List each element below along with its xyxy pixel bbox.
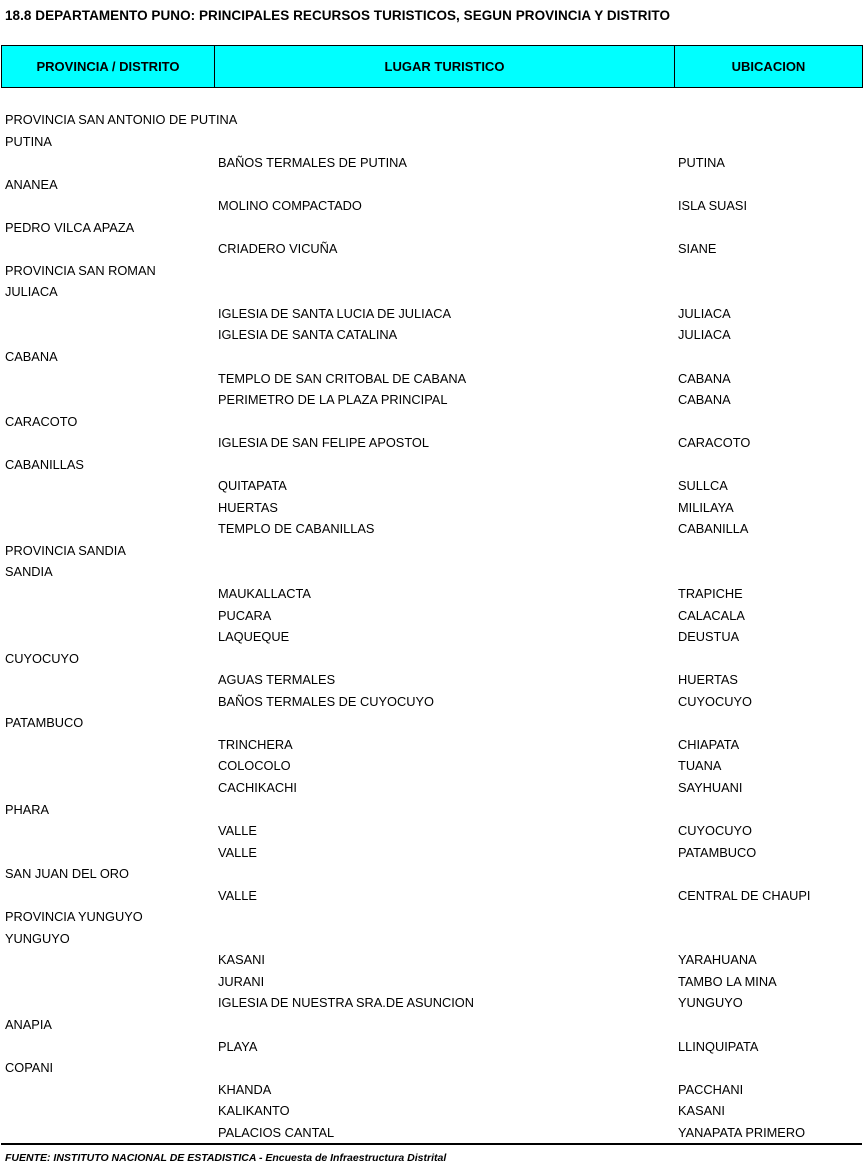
cell-provincia-distrito: PROVINCIA SAN ROMAN [5, 262, 156, 278]
cell-lugar-turistico: TEMPLO DE CABANILLAS [218, 521, 375, 537]
cell-lugar-turistico: JURANI [218, 973, 265, 989]
cell-ubicacion: YUNGUYO [678, 995, 743, 1011]
cell-ubicacion: CUYOCUYO [678, 823, 752, 839]
table-row [0, 906, 865, 928]
table-row [0, 475, 865, 497]
cell-provincia-distrito: PATAMBUCO [5, 715, 84, 731]
table-row [0, 411, 865, 433]
table-row [0, 949, 865, 971]
table-row [0, 540, 865, 562]
cell-provincia-distrito: CUYOCUYO [5, 650, 79, 666]
table-row [0, 928, 865, 950]
cell-lugar-turistico: KALIKANTO [218, 1103, 290, 1119]
cell-provincia-distrito: CABANILLAS [5, 456, 84, 472]
table-row [0, 195, 865, 217]
cell-ubicacion: CARACOTO [678, 435, 751, 451]
cell-ubicacion: SULLCA [678, 478, 728, 494]
table-row [0, 648, 865, 670]
table-row [0, 669, 865, 691]
table-row [0, 842, 865, 864]
cell-lugar-turistico: PALACIOS CANTAL [218, 1124, 335, 1140]
cell-lugar-turistico: CRIADERO VICUÑA [218, 241, 338, 257]
cell-ubicacion: HUERTAS [678, 672, 738, 688]
cell-provincia-distrito: PROVINCIA SAN ANTONIO DE PUTINA [5, 112, 238, 127]
cell-provincia-distrito: ANANEA [5, 176, 58, 192]
cell-ubicacion: PATAMBUCO [678, 844, 757, 860]
table-row [0, 626, 865, 648]
table-header [1, 45, 863, 88]
cell-provincia-distrito: SANDIA [5, 564, 53, 580]
cell-provincia-distrito: ANAPIA [5, 1016, 52, 1032]
cell-ubicacion: CHIAPATA [678, 736, 740, 752]
table-row [0, 583, 865, 605]
table-row [0, 561, 865, 583]
table-row [0, 281, 865, 303]
cell-ubicacion: JULIACA [678, 305, 731, 321]
cell-provincia-distrito: CARACOTO [5, 413, 78, 429]
table-row [0, 260, 865, 282]
cell-ubicacion: CABANA [678, 370, 731, 386]
cell-provincia-distrito: YUNGUYO [5, 930, 70, 946]
table-row [0, 1014, 865, 1036]
cell-lugar-turistico: TEMPLO DE SAN CRITOBAL DE CABANA [218, 370, 467, 386]
table-row [0, 734, 865, 756]
cell-lugar-turistico: IGLESIA DE NUESTRA SRA.DE ASUNCION [218, 995, 475, 1011]
table-bottom-rule [1, 1143, 862, 1145]
table-row [0, 238, 865, 260]
cell-lugar-turistico: KHANDA [218, 1081, 272, 1097]
table-row [0, 131, 865, 153]
cell-lugar-turistico: QUITAPATA [218, 478, 287, 494]
cell-ubicacion: JULIACA [678, 327, 731, 343]
cell-lugar-turistico: LAQUEQUE [218, 629, 290, 645]
table-row [0, 799, 865, 821]
cell-provincia-distrito: PEDRO VILCA APAZA [5, 219, 135, 235]
table-row [0, 324, 865, 346]
cell-lugar-turistico: BAÑOS TERMALES DE CUYOCUYO [218, 693, 434, 709]
cell-lugar-turistico: VALLE [218, 887, 257, 903]
cell-ubicacion: YANAPATA PRIMERO [678, 1124, 806, 1140]
table-row [0, 1100, 865, 1122]
table-body [0, 109, 865, 1143]
cell-provincia-distrito: CABANA [5, 349, 58, 365]
table-row [0, 497, 865, 519]
cell-provincia-distrito: PROVINCIA SANDIA [5, 542, 126, 558]
table-row [0, 303, 865, 325]
table-row [0, 1079, 865, 1101]
cell-ubicacion: CENTRAL DE CHAUPI [678, 887, 811, 903]
cell-lugar-turistico: IGLESIA DE SANTA LUCIA DE JULIACA [218, 305, 452, 321]
table-row [0, 863, 865, 885]
cell-lugar-turistico: AGUAS TERMALES [218, 672, 336, 688]
cell-ubicacion: DEUSTUA [678, 629, 740, 645]
table-row [0, 712, 865, 734]
table-row [0, 454, 865, 476]
table-row [0, 1036, 865, 1058]
table-row [0, 992, 865, 1014]
cell-provincia-distrito: PHARA [5, 801, 50, 817]
cell-lugar-turistico: MOLINO COMPACTADO [218, 198, 362, 214]
cell-provincia-distrito: PUTINA [5, 133, 52, 149]
table-row [0, 152, 865, 174]
cell-ubicacion: CUYOCUYO [678, 693, 752, 709]
table-row [0, 691, 865, 713]
header-provincia-distrito: PROVINCIA / DISTRITO [2, 46, 215, 87]
table-row [0, 605, 865, 627]
table-row [0, 1057, 865, 1079]
cell-lugar-turistico: MAUKALLACTA [218, 586, 311, 602]
cell-ubicacion: ISLA SUASI [678, 198, 747, 214]
table-row [0, 518, 865, 540]
header-lugar-turistico: LUGAR TURISTICO [215, 46, 675, 87]
table-row [0, 885, 865, 907]
table-row [0, 368, 865, 390]
cell-lugar-turistico: VALLE [218, 823, 257, 839]
cell-lugar-turistico: IGLESIA DE SANTA CATALINA [218, 327, 398, 343]
cell-lugar-turistico: HUERTAS [218, 499, 278, 515]
table-title: 18.8 DEPARTAMENTO PUNO: PRINCIPALES RECURSOS TURISTICOS, SEGUN PROVINCIA Y DISTRITO [5, 8, 670, 23]
cell-ubicacion: KASANI [678, 1103, 725, 1119]
table-row [0, 1122, 865, 1144]
cell-provincia-distrito: SAN JUAN DEL ORO [5, 866, 129, 882]
cell-ubicacion: SIANE [678, 241, 717, 257]
table-row [0, 820, 865, 842]
cell-lugar-turistico: PUCARA [218, 607, 272, 623]
table-row [0, 971, 865, 993]
table-row [0, 346, 865, 368]
cell-provincia-distrito: COPANI [5, 1060, 54, 1076]
cell-ubicacion: YARAHUANA [678, 952, 757, 968]
cell-ubicacion: LLINQUIPATA [678, 1038, 759, 1054]
table-row [0, 217, 865, 239]
table-row [0, 389, 865, 411]
cell-ubicacion: PACCHANI [678, 1081, 744, 1097]
cell-lugar-turistico: TRINCHERA [218, 736, 293, 752]
cell-provincia-distrito: JULIACA [5, 284, 58, 300]
table-row [0, 755, 865, 777]
cell-lugar-turistico: KASANI [218, 952, 265, 968]
cell-lugar-turistico: VALLE [218, 844, 257, 860]
cell-lugar-turistico: COLOCOLO [218, 758, 291, 774]
header-ubicacion: UBICACION [731, 59, 806, 74]
table-row [0, 174, 865, 196]
cell-ubicacion: CALACALA [678, 607, 745, 623]
cell-ubicacion: PUTINA [678, 155, 725, 171]
cell-ubicacion: CABANILLA [678, 521, 749, 537]
cell-ubicacion: SAYHUANI [678, 779, 743, 795]
cell-ubicacion: MILILAYA [678, 499, 734, 515]
cell-lugar-turistico: CACHIKACHI [218, 779, 297, 795]
cell-ubicacion: CABANA [678, 392, 731, 408]
cell-ubicacion: TRAPICHE [678, 586, 743, 602]
cell-ubicacion: TAMBO LA MINA [678, 973, 777, 989]
cell-ubicacion: TUANA [678, 758, 722, 774]
cell-provincia-distrito: PROVINCIA YUNGUYO [5, 909, 143, 925]
source-footnote: FUENTE: INSTITUTO NACIONAL DE ESTADISTICA - Encuesta de Infraestructura Distrital [5, 1152, 447, 1164]
table-row [0, 109, 865, 131]
cell-lugar-turistico: PERIMETRO DE LA PLAZA PRINCIPAL [218, 392, 448, 408]
table-row [0, 777, 865, 799]
cell-lugar-turistico: BAÑOS TERMALES DE PUTINA [218, 155, 407, 171]
cell-lugar-turistico: PLAYA [218, 1038, 258, 1054]
cell-lugar-turistico: IGLESIA DE SAN FELIPE APOSTOL [218, 435, 429, 451]
table-row [0, 432, 865, 454]
